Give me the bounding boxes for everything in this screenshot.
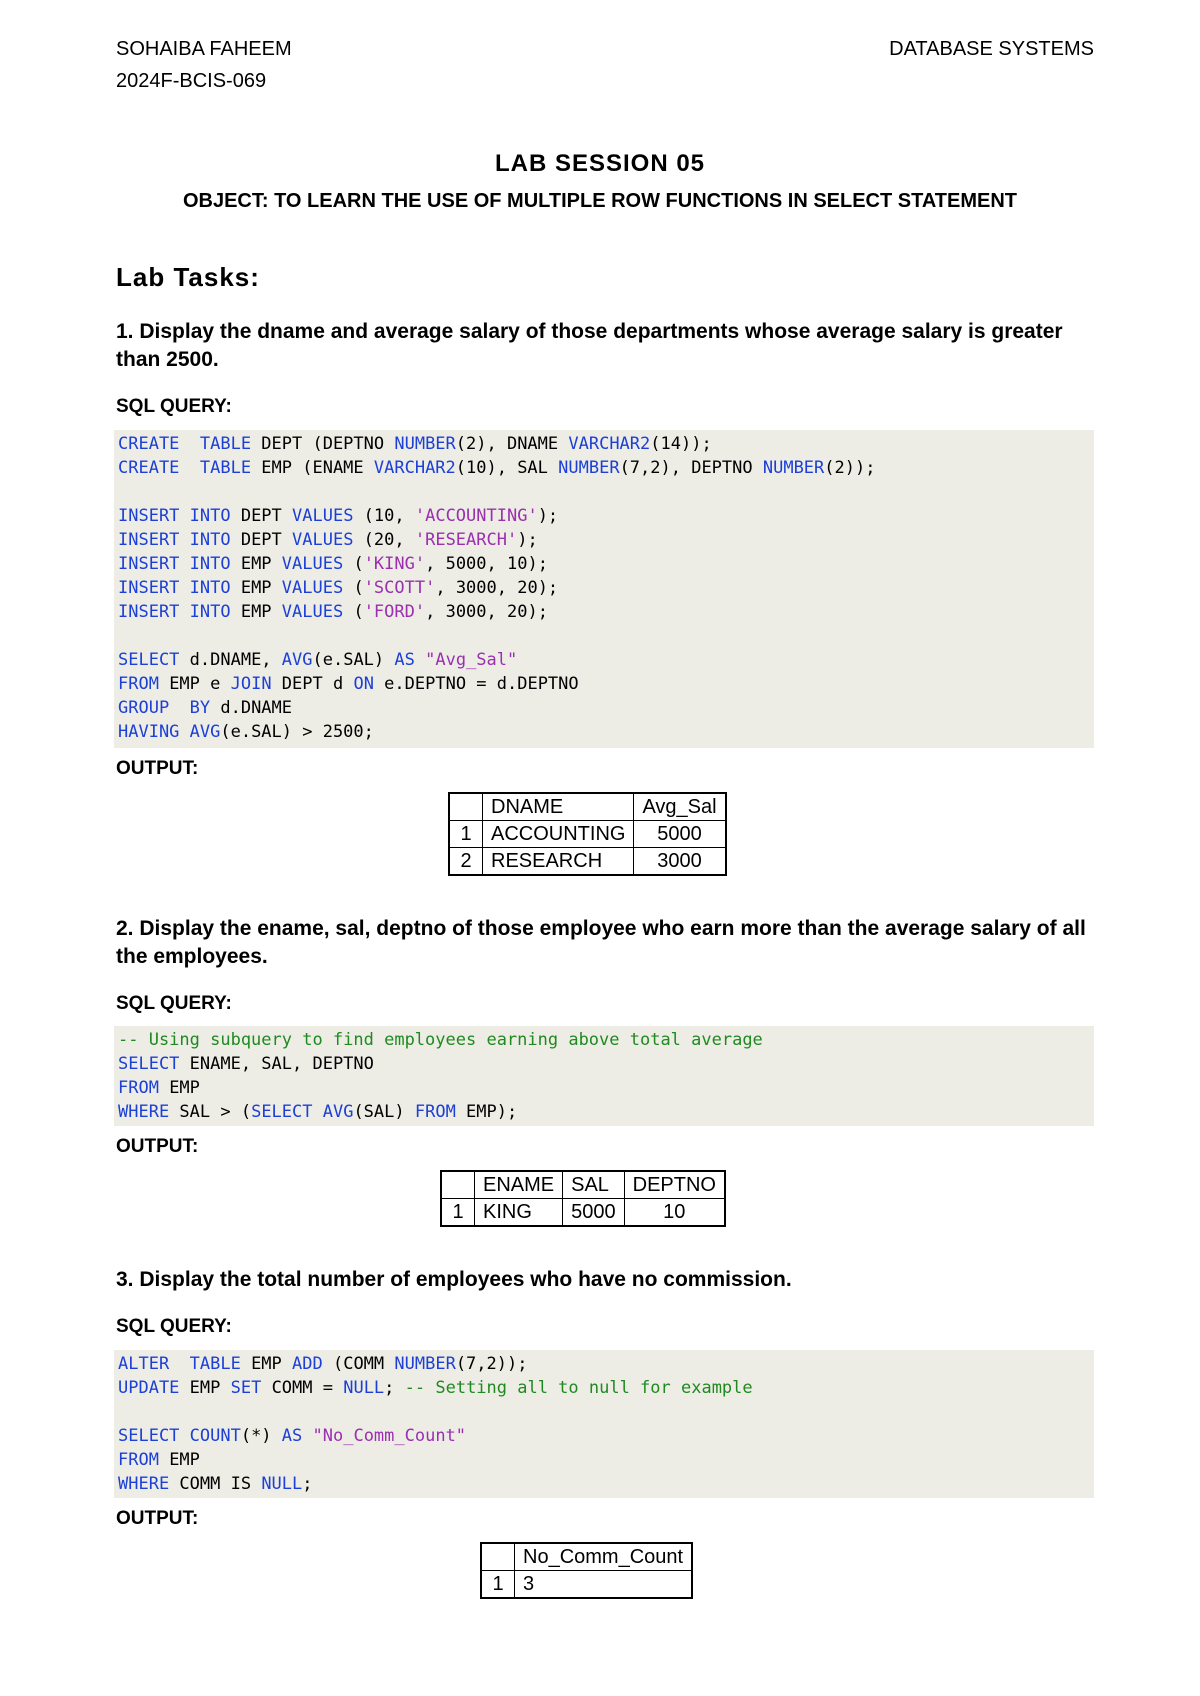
column-header: DNAME [483, 793, 634, 821]
sql-string: "No_Comm_Count" [312, 1426, 467, 1446]
sql-text: (e.SAL) [312, 650, 395, 670]
sql-keyword: WHERE [118, 1474, 170, 1494]
task-3-sql-label: SQL QUERY: [116, 1316, 232, 1337]
sql-keyword: SELECT COUNT [118, 1426, 241, 1446]
sql-text: EMP [230, 578, 282, 598]
sql-keyword: NUMBER [394, 434, 456, 454]
sql-text: EMP [158, 1078, 200, 1098]
sql-keyword: NUMBER [762, 458, 825, 478]
sql-keyword: SELECT [118, 1054, 180, 1074]
table-cell: 1 [481, 1571, 515, 1599]
sql-keyword: FROM [414, 1102, 456, 1122]
code-line [118, 432, 1090, 456]
sql-text: (7,2)); [455, 1354, 528, 1374]
sql-text: (7,2), DEPTNO [619, 458, 763, 478]
sql-string: 'FORD' [363, 602, 426, 622]
sql-keyword: NUMBER [558, 458, 620, 478]
sql-text: ); [537, 506, 559, 526]
code-line [118, 624, 1090, 648]
table-cell: 5000 [634, 821, 726, 848]
code-line [118, 456, 1090, 480]
column-header: No_Comm_Count [515, 1543, 693, 1571]
sql-text: ( [343, 602, 364, 622]
sql-text [302, 1426, 312, 1446]
sql-text: (2), DNAME [455, 434, 569, 454]
sql-text: COMM = [261, 1378, 344, 1398]
code-line [118, 1352, 1090, 1376]
code-line [118, 600, 1090, 624]
table-cell: RESEARCH [483, 848, 634, 876]
sql-keyword: SET [230, 1378, 262, 1398]
sql-text: EMP (ENAME [251, 458, 374, 478]
sql-comment: -- Using subquery to find employees earning above total average [118, 1030, 763, 1050]
table-cell: 5000 [563, 1199, 625, 1227]
sql-text: (20, [353, 530, 415, 550]
table-row [441, 1199, 725, 1227]
task-1-code-block [114, 430, 1094, 748]
tasks-heading: Lab Tasks: [116, 262, 260, 292]
sql-keyword: ADD [292, 1354, 323, 1374]
table-cell: KING [475, 1199, 563, 1227]
table-row [481, 1571, 692, 1599]
sql-text: e.DEPTNO = d.DEPTNO [373, 674, 579, 694]
sql-keyword: WHERE [118, 1102, 170, 1122]
sql-keyword: SELECT AVG [251, 1102, 354, 1122]
sql-string: 'RESEARCH' [414, 530, 518, 550]
sql-text: EMP [179, 1378, 231, 1398]
sql-text: d.DNAME [210, 698, 293, 718]
code-line [118, 648, 1090, 672]
sql-keyword: VALUES [281, 602, 344, 622]
sql-keyword: NULL [261, 1474, 303, 1494]
sql-text: EMP e [158, 674, 231, 694]
table-cell: 10 [624, 1199, 725, 1227]
sql-string: 'ACCOUNTING' [414, 506, 538, 526]
code-line [118, 576, 1090, 600]
task-1-output-label: OUTPUT: [116, 758, 199, 779]
sql-text: EMP); [455, 1102, 518, 1122]
sql-text: ; [302, 1474, 313, 1494]
sql-text: ENAME, SAL, DEPTNO [179, 1054, 374, 1074]
sql-text: ( [343, 578, 364, 598]
table-cell: 1 [449, 821, 483, 848]
sql-text: (SAL) [353, 1102, 415, 1122]
column-header [481, 1543, 515, 1571]
code-line [118, 672, 1090, 696]
code-line [118, 1052, 1090, 1076]
sql-keyword: INSERT INTO [118, 602, 231, 622]
sql-text: (e.SAL) > 2500; [220, 722, 374, 742]
sql-keyword: CREATE TABLE [118, 458, 252, 478]
lab-object: OBJECT: TO LEARN THE USE OF MULTIPLE ROW FUNCTIONS IN SELECT STATEMENT [182, 190, 1018, 212]
task-2-title: 2. Display the ename, sal, deptno of those employee who earn more than the average salary of all the employees. [116, 917, 1086, 968]
sql-text: COMM IS [169, 1474, 262, 1494]
course-name: DATABASE SYSTEMS [889, 38, 1094, 60]
sql-text: EMP [230, 554, 282, 574]
code-line [118, 1400, 1090, 1424]
sql-keyword: JOIN [230, 674, 272, 694]
sql-keyword: SELECT [118, 650, 180, 670]
task-2-output-table [440, 1170, 726, 1227]
sql-keyword: AVG [281, 650, 313, 670]
author-name: SOHAIBA FAHEEM [116, 38, 292, 60]
sql-keyword: INSERT INTO [118, 530, 231, 550]
column-header: DEPTNO [624, 1171, 725, 1199]
sql-text [415, 650, 425, 670]
sql-text: DEPT [230, 506, 293, 526]
sql-keyword: VALUES [281, 554, 344, 574]
sql-keyword: ON [353, 674, 374, 694]
table-cell: 3 [515, 1571, 693, 1599]
table-cell: 1 [441, 1199, 475, 1227]
table-header-row [449, 793, 726, 821]
code-line [118, 552, 1090, 576]
roll-number: 2024F-BCIS-069 [116, 70, 267, 92]
table-row [449, 848, 726, 876]
sql-string: 'SCOTT' [363, 578, 436, 598]
table-row [449, 821, 726, 848]
sql-keyword: AS [281, 1426, 303, 1446]
sql-text: SAL > ( [169, 1102, 252, 1122]
task-1-title: 1. Display the dname and average salary of those departments whose average salary is greater than 2500. [116, 320, 1063, 371]
table-cell: ACCOUNTING [483, 821, 634, 848]
sql-keyword: AS [394, 650, 415, 670]
task-2-code-block [114, 1026, 1094, 1126]
sql-keyword: NULL [343, 1378, 385, 1398]
code-line [118, 1424, 1090, 1448]
task-1-output-table [448, 792, 727, 876]
sql-keyword: ALTER TABLE [118, 1354, 241, 1374]
table-header-row [441, 1171, 725, 1199]
sql-text: ( [343, 554, 364, 574]
table-cell: 3000 [634, 848, 726, 876]
sql-text: d.DNAME, [179, 650, 282, 670]
sql-keyword: FROM [118, 674, 159, 694]
code-line [118, 1448, 1090, 1472]
task-1-sql-label: SQL QUERY: [116, 396, 232, 417]
sql-text: , 5000, 10); [425, 554, 548, 574]
code-line [118, 1472, 1090, 1496]
sql-text: DEPT d [271, 674, 354, 694]
sql-text: (2)); [824, 458, 876, 478]
column-header [441, 1171, 475, 1199]
sql-text: (COMM [322, 1354, 395, 1374]
lab-title: LAB SESSION 05 [494, 150, 706, 177]
sql-keyword: GROUP BY [118, 698, 211, 718]
sql-text: (10, [353, 506, 415, 526]
sql-comment: -- Setting all to null for example [404, 1378, 753, 1398]
sql-keyword: VALUES [292, 506, 354, 526]
sql-text: (10), SAL [455, 458, 559, 478]
sql-keyword: FROM [118, 1450, 159, 1470]
sql-keyword: INSERT INTO [118, 578, 231, 598]
sql-text: EMP [240, 1354, 293, 1374]
task-2-output-label: OUTPUT: [116, 1136, 199, 1157]
code-line [118, 720, 1090, 744]
sql-keyword: VALUES [281, 578, 344, 598]
code-line [118, 1076, 1090, 1100]
task-2-sql-label: SQL QUERY: [116, 993, 232, 1014]
sql-keyword: VALUES [292, 530, 354, 550]
sql-keyword: HAVING AVG [118, 722, 221, 742]
task-3-output-label: OUTPUT: [116, 1508, 199, 1529]
sql-text: (14)); [650, 434, 712, 454]
code-line [118, 480, 1090, 504]
code-line [118, 696, 1090, 720]
sql-text: EMP [158, 1450, 200, 1470]
column-header: ENAME [475, 1171, 563, 1199]
sql-keyword: INSERT INTO [118, 554, 231, 574]
sql-text: ); [517, 530, 538, 550]
sql-text: , 3000, 20); [435, 578, 559, 598]
sql-string: 'KING' [363, 554, 426, 574]
sql-text: , 3000, 20); [425, 602, 548, 622]
sql-keyword: UPDATE [118, 1378, 180, 1398]
table-header-row [481, 1543, 692, 1571]
sql-string: "Avg_Sal" [425, 650, 518, 670]
sql-text: (*) [240, 1426, 282, 1446]
sql-keyword: FROM [118, 1078, 159, 1098]
task-3-title: 3. Display the total number of employees who have no commission. [116, 1268, 792, 1291]
code-line [118, 528, 1090, 552]
code-line [118, 1376, 1090, 1400]
table-cell: 2 [449, 848, 483, 876]
sql-text: EMP [230, 602, 282, 622]
task-3-output-table [480, 1542, 693, 1599]
column-header: Avg_Sal [634, 793, 726, 821]
code-line [118, 1028, 1090, 1052]
sql-keyword: NUMBER [394, 1354, 456, 1374]
sql-keyword: VARCHAR2 [373, 458, 456, 478]
sql-keyword: VARCHAR2 [568, 434, 651, 454]
sql-keyword: INSERT INTO [118, 506, 231, 526]
column-header: SAL [563, 1171, 625, 1199]
sql-text: ; [384, 1378, 405, 1398]
code-line [118, 1100, 1090, 1124]
sql-text: DEPT [230, 530, 293, 550]
sql-text: DEPT (DEPTNO [251, 434, 395, 454]
task-3-code-block [114, 1350, 1094, 1498]
sql-keyword: CREATE TABLE [118, 434, 252, 454]
code-line [118, 504, 1090, 528]
column-header [449, 793, 483, 821]
